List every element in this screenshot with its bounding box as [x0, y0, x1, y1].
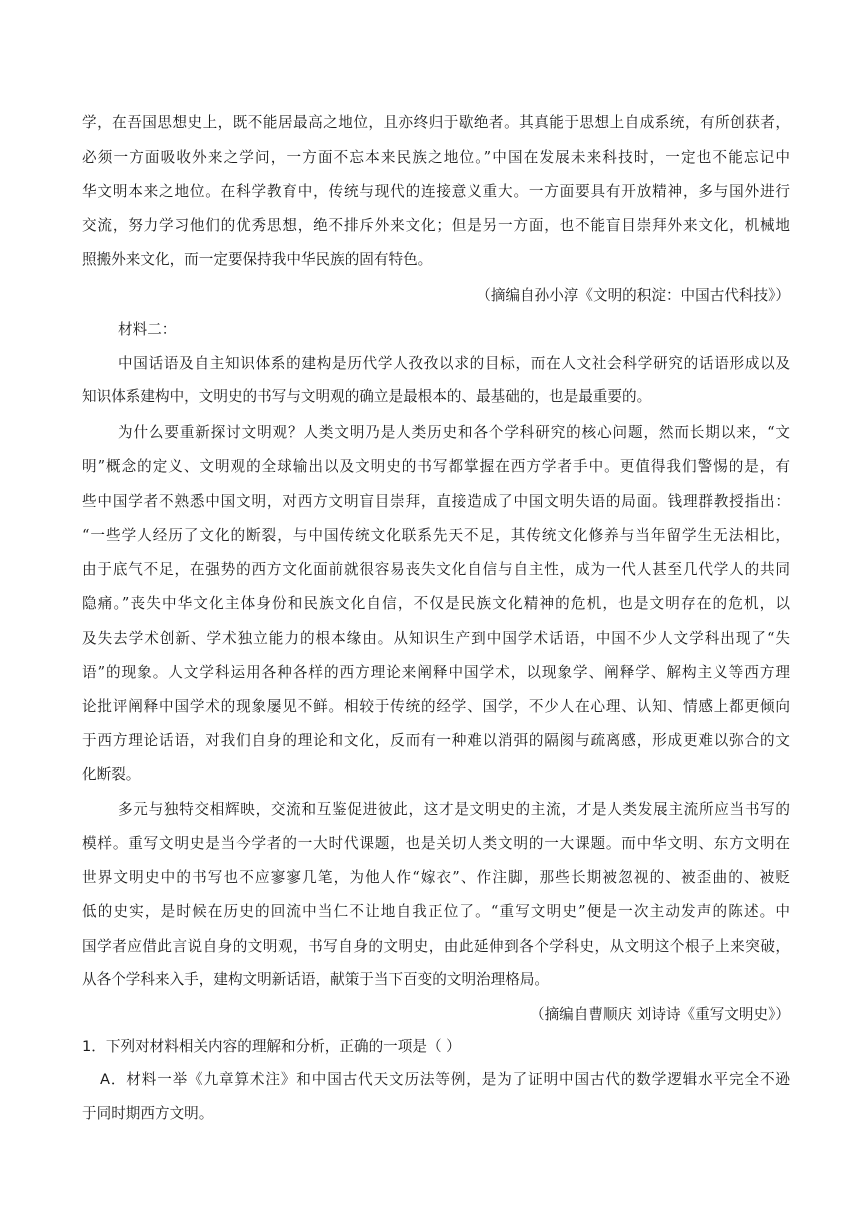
- material2-p2-line-3: 些中国学者不熟悉中国文明，对西方文明盲目崇拜，直接造成了中国文明失语的局面。钱理群教授指出：: [82, 493, 790, 510]
- material2-p2-line-8: 语”的现象。人文学科运用各种各样的西方理论来阐释中国学术，以现象学、阐释学、解构主义等西方理: [82, 664, 790, 681]
- question-stem: 1．下列对材料相关内容的理解和分析，正确的一项是（ ）: [82, 1038, 461, 1055]
- source-citation-2: （摘编自曹顺庆 刘诗诗《重写文明史》）: [529, 1006, 790, 1023]
- material2-p2-line-6: 隐痛。”丧失中华文化主体身份和民族文化自信，不仅是民族文化精神的危机，也是文明存在的危机，以: [82, 595, 790, 612]
- material1-line-3: 华文明本来之地位。在科学教育中，传统与现代的连接意义重大。一方面要具有开放精神，多与国外进行: [82, 183, 790, 200]
- material1-line-2: 必须一方面吸收外来之学问，一方面不忘本来民族之地位。”中国在发展未来科技时，一定也不能忘记中: [82, 149, 790, 166]
- material2-p3-line-2: 模样。重写文明史是当今学者的一大时代课题，也是关切人类文明的一大课题。而中华文明、东方文明在: [82, 835, 790, 852]
- material2-p2-line-1: 为什么要重新探讨文明观？人类文明乃是人类历史和各个学科研究的核心问题，然而长期以来，“文: [118, 424, 790, 441]
- question-option-a-line-1: A．材料一举《九章算术注》和中国古代天文历法等例，是为了证明中国古代的数学逻辑水平完全不逊: [100, 1071, 790, 1088]
- source-citation-1: （摘编自孙小淳《文明的积淀：中国古代科技》）: [476, 287, 790, 304]
- material2-p3-line-1: 多元与独特交相辉映，交流和互鉴促进彼此，这才是文明史的主流，才是人类发展主流所应当书写的: [118, 801, 790, 818]
- material2-p3-line-5: 国学者应借此言说自身的文明观，书写自身的文明史，由此延伸到各个学科史，从文明这个根子上来突破，: [82, 938, 790, 955]
- material2-heading: 材料二：: [118, 321, 177, 338]
- material2-p2-line-10: 于西方理论话语，对我们自身的理论和文化，反而有一种难以消弭的隔阂与疏离感，形成更难以弥合的文: [82, 732, 790, 749]
- material2-p3-line-6: 从各个学科来入手，建构文明新话语，献策于当下百变的文明治理格局。: [82, 971, 550, 988]
- material2-p1-line-2: 知识体系建构中，文明史的书写与文明观的确立是最根本的、最基础的，也是最重要的。: [82, 388, 652, 405]
- material1-line-5: 照搬外来文化，而一定要保持我中华民族的固有特色。: [82, 251, 433, 268]
- material2-p2-line-4: “一些学人经历了文化的断裂，与中国传统文化联系先天不足，其传统文化修养与当年留学生无法相比，: [82, 527, 790, 544]
- material2-p2-line-9: 论批评阐释中国学术的现象屡见不鲜。相较于传统的经学、国学，不少人在心理、认知、情感上都更倾向: [82, 698, 790, 715]
- material2-p2-line-5: 由于底气不足，在强势的西方文化面前就很容易丧失文化自信与自主性，成为一代人甚至几代学人的共同: [82, 561, 790, 578]
- question-option-a-line-2: 于同时期西方文明。: [82, 1105, 214, 1122]
- material2-p2-line-2: 明”概念的定义、文明观的全球输出以及文明史的书写都掌握在西方学者手中。更值得我们警惕的是，有: [82, 458, 790, 475]
- material2-p1-line-1: 中国话语及自主知识体系的建构是历代学人孜孜以求的目标，而在人文社会科学研究的话语形成以及: [118, 355, 790, 372]
- material1-line-1: 学，在吾国思想史上，既不能居最高之地位，且亦终归于歇绝者。其真能于思想上自成系统，有所创获者，: [82, 114, 790, 131]
- material2-p2-line-7: 及失去学术创新、学术独立能力的根本缘由。从知识生产到中国学术话语，中国不少人文学科出现了“失: [82, 630, 790, 647]
- material1-line-4: 交流，努力学习他们的优秀思想，绝不排斥外来文化；但是另一方面，也不能盲目崇拜外来文化，机械地: [82, 217, 790, 234]
- material2-p3-line-4: 低的史实，是时候在历史的回流中当仁不让地自我正位了。“重写文明史”便是一次主动发声的陈述。中: [82, 903, 790, 920]
- material2-p3-line-3: 世界文明史中的书写也不应寥寥几笔，为他人作“嫁衣”、作注脚，那些长期被忽视的、被歪曲的、被贬: [82, 869, 790, 886]
- material2-p2-line-11: 化断裂。: [82, 766, 141, 783]
